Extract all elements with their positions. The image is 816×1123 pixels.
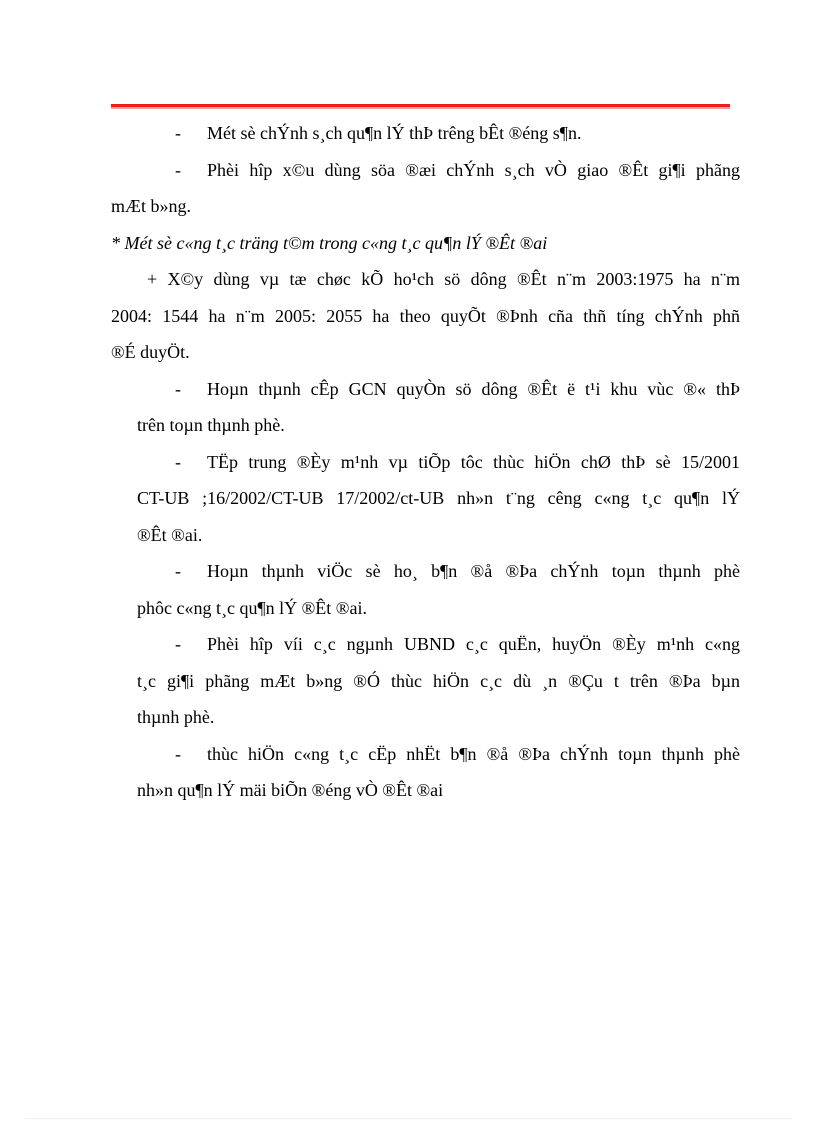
paragraph-line: - Phèi hîp víi c¸c ngµnh UBND c¸c quËn, huyÖn ®Èy m¹nh c«ng <box>111 626 740 663</box>
paragraph-line: - Phèi hîp x©u dùng söa ®æi chÝnh s¸ch vÒ giao ®Êt gi¶i phãng <box>111 152 740 189</box>
bullet-dash: - <box>175 159 181 180</box>
paragraph-line: + X©y dùng vµ tæ chøc kÕ ho¹ch sö dông ®Êt n¨m 2003:1975 ha n¨m <box>147 269 740 289</box>
bullet-dash: - <box>175 743 181 764</box>
paragraph-line: 2004: 1544 ha n¨m 2005: 2055 ha theo quyÕt ®Þnh cña thñ tíng chÝnh phñ <box>111 305 740 326</box>
document-body <box>111 115 740 809</box>
bullet-dash: - <box>175 451 181 472</box>
paragraph-line: - thùc hiÖn c«ng t¸c cËp nhËt b¶n ®å ®Þa chÝnh toµn thµnh phè <box>111 736 740 773</box>
paragraph-line: - Hoµn thµnh cÊp GCN quyÒn sö dông ®Êt ë t¹i khu vùc ®« thÞ <box>111 371 740 408</box>
paragraph-line: ®Êt ®ai. <box>137 524 203 545</box>
section-heading: * Mét sè c«ng t¸c träng t©m trong c«ng t¸c qu¶n lÝ ®Êt ®ai <box>111 232 548 253</box>
page-bottom-border <box>25 1118 791 1119</box>
paragraph-line: ®É duyÖt. <box>111 342 190 362</box>
header-rule <box>111 104 730 107</box>
paragraph-line: - Mét sè chÝnh s¸ch qu¶n lÝ thÞ trêng bÊt ®éng s¶n. <box>111 115 740 152</box>
bullet-dash: - <box>175 634 181 654</box>
paragraph-line: mÆt b»ng. <box>111 196 192 216</box>
paragraph-line: t¸c gi¶i phãng mÆt b»ng ®Ó thùc hiÖn c¸c dù ¸n ®Çu t trên ®Þa bµn <box>137 670 740 691</box>
paragraph-line: nh»n qu¶n lÝ mäi biÕn ®éng vÒ ®Êt ®ai <box>137 780 444 800</box>
paragraph-line: thµnh phè. <box>137 707 215 727</box>
bullet-dash: - <box>175 378 181 399</box>
paragraph-line: phôc c«ng t¸c qu¶n lÝ ®Êt ®ai. <box>137 597 367 618</box>
paragraph-line: - TËp trung ®Èy m¹nh vµ tiÕp tôc thùc hiÖn chØ thÞ sè 15/2001 <box>111 444 740 481</box>
paragraph-line: CT-UB ;16/2002/CT-UB 17/2002/ct-UB nh»n t¨ng cêng c«ng t¸c qu¶n lÝ <box>137 488 740 508</box>
bullet-dash: - <box>175 561 181 581</box>
paragraph-line: trên toµn thµnh phè. <box>137 415 285 435</box>
paragraph-line: - Hoµn thµnh viÖc sè ho¸ b¶n ®å ®Þa chÝnh toµn thµnh phè <box>111 553 740 590</box>
bullet-dash: - <box>175 123 181 143</box>
